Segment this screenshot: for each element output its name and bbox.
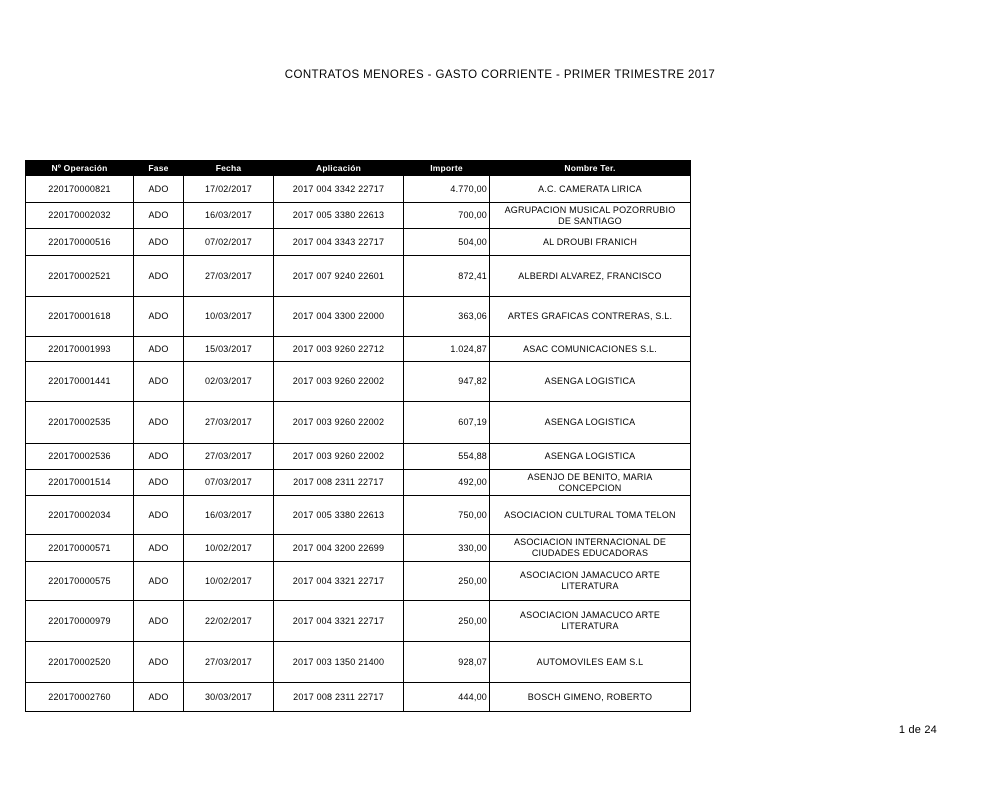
table-cell-fecha: 16/03/2017 [184,496,274,535]
table-cell-fecha: 22/02/2017 [184,601,274,642]
table-row [26,444,691,470]
table-row [26,297,691,337]
table-cell-importe: 250,00 [404,601,490,642]
table-cell-fase: ADO [134,601,184,642]
contracts-table [25,160,691,712]
table-cell-fase: ADO [134,535,184,562]
column-header-operacion: Nº Operación [26,161,134,176]
table-cell-operacion: 220170002034 [26,496,134,535]
table-cell-aplicacion: 2017 008 2311 22717 [274,470,404,496]
table-row [26,535,691,562]
table-cell-fecha: 10/02/2017 [184,535,274,562]
table-cell-aplicacion: 2017 004 3342 22717 [274,176,404,203]
table-cell-operacion: 220170000516 [26,229,134,256]
table-cell-aplicacion: 2017 005 3380 22613 [274,496,404,535]
column-header-fase: Fase [134,161,184,176]
table-cell-importe: 363,06 [404,297,490,337]
table-cell-fecha: 27/03/2017 [184,256,274,297]
table-cell-operacion: 220170000575 [26,562,134,601]
table-cell-operacion: 220170001514 [26,470,134,496]
table-cell-operacion: 220170002520 [26,642,134,683]
table-cell-importe: 928,07 [404,642,490,683]
table-cell-operacion: 220170001993 [26,337,134,362]
column-header-aplicacion: Aplicación [274,161,404,176]
table-cell-fase: ADO [134,229,184,256]
table-cell-fecha: 10/02/2017 [184,562,274,601]
table-cell-operacion: 220170001441 [26,362,134,402]
table-cell-nombre-ter: BOSCH GIMENO, ROBERTO [490,683,691,712]
table-cell-importe: 607,19 [404,402,490,444]
table-cell-fecha: 30/03/2017 [184,683,274,712]
table-cell-fase: ADO [134,297,184,337]
table-cell-importe: 504,00 [404,229,490,256]
table-cell-fase: ADO [134,562,184,601]
table-cell-importe: 250,00 [404,562,490,601]
table-cell-fecha: 15/03/2017 [184,337,274,362]
table-cell-operacion: 220170002521 [26,256,134,297]
table-cell-fase: ADO [134,362,184,402]
page-title: CONTRATOS MENORES - GASTO CORRIENTE - PRIMER TRIMESTRE 2017 [284,69,716,81]
table-cell-fecha: 27/03/2017 [184,402,274,444]
table-cell-importe: 1.024,87 [404,337,490,362]
table-cell-aplicacion: 2017 003 9260 22002 [274,444,404,470]
table-cell-nombre-ter: ASOCIACION JAMACUCO ARTE LITERATURA [490,562,691,601]
table-cell-nombre-ter: ASOCIACION CULTURAL TOMA TELON [490,496,691,535]
table-cell-aplicacion: 2017 007 9240 22601 [274,256,404,297]
table-cell-importe: 4.770,00 [404,176,490,203]
table-cell-aplicacion: 2017 004 3343 22717 [274,229,404,256]
table-cell-aplicacion: 2017 004 3321 22717 [274,601,404,642]
table-cell-nombre-ter: ASOCIACION INTERNACIONAL DE CIUDADES EDUCADORAS [490,535,691,562]
table-row [26,229,691,256]
table-cell-aplicacion: 2017 003 9260 22002 [274,362,404,402]
table-cell-importe: 330,00 [404,535,490,562]
table-cell-aplicacion: 2017 003 1350 21400 [274,642,404,683]
table-body [26,176,691,712]
table-cell-fase: ADO [134,176,184,203]
column-header-fecha: Fecha [184,161,274,176]
table-cell-importe: 947,82 [404,362,490,402]
table-cell-operacion: 220170002032 [26,203,134,229]
table-header-row [26,161,691,176]
table-cell-aplicacion: 2017 008 2311 22717 [274,683,404,712]
table-cell-nombre-ter: ASENGA LOGISTICA [490,402,691,444]
table-cell-importe: 872,41 [404,256,490,297]
table-row [26,362,691,402]
table-cell-aplicacion: 2017 004 3321 22717 [274,562,404,601]
table-cell-nombre-ter: AL DROUBI FRANICH [490,229,691,256]
table-cell-aplicacion: 2017 003 9260 22002 [274,402,404,444]
table-cell-fase: ADO [134,402,184,444]
table-cell-fecha: 27/03/2017 [184,642,274,683]
table-row [26,683,691,712]
table-row [26,203,691,229]
table-cell-nombre-ter: ASAC COMUNICACIONES S.L. [490,337,691,362]
table-row [26,601,691,642]
table-cell-nombre-ter: AUTOMOVILES EAM S.L [490,642,691,683]
table-cell-operacion: 220170000571 [26,535,134,562]
table-row [26,337,691,362]
table-cell-importe: 554,88 [404,444,490,470]
table-row [26,562,691,601]
table-cell-nombre-ter: ASENJO DE BENITO, MARIA CONCEPCION [490,470,691,496]
table-cell-nombre-ter: AGRUPACION MUSICAL POZORRUBIO DE SANTIAGO [490,203,691,229]
table-cell-importe: 700,00 [404,203,490,229]
table-cell-fase: ADO [134,642,184,683]
table-cell-fecha: 17/02/2017 [184,176,274,203]
table-cell-operacion: 220170000979 [26,601,134,642]
table-cell-aplicacion: 2017 003 9260 22712 [274,337,404,362]
table-cell-aplicacion: 2017 004 3200 22699 [274,535,404,562]
table-cell-fecha: 02/03/2017 [184,362,274,402]
table-cell-importe: 444,00 [404,683,490,712]
table-row [26,642,691,683]
column-header-nombre-ter: Nombre Ter. [490,161,691,176]
table-cell-nombre-ter: ASENGA LOGISTICA [490,444,691,470]
table-cell-operacion: 220170002760 [26,683,134,712]
table-cell-nombre-ter: ALBERDI ALVAREZ, FRANCISCO [490,256,691,297]
table-cell-importe: 750,00 [404,496,490,535]
table-row [26,176,691,203]
table-cell-nombre-ter: A.C. CAMERATA LIRICA [490,176,691,203]
table-cell-nombre-ter: ASENGA LOGISTICA [490,362,691,402]
table-cell-fecha: 07/02/2017 [184,229,274,256]
column-header-importe: Importe [404,161,490,176]
table-row [26,470,691,496]
table-cell-importe: 492,00 [404,470,490,496]
table-cell-operacion: 220170002535 [26,402,134,444]
table-cell-operacion: 220170000821 [26,176,134,203]
table-row [26,402,691,444]
table-cell-fase: ADO [134,256,184,297]
table-cell-operacion: 220170001618 [26,297,134,337]
table-row [26,256,691,297]
table-cell-fase: ADO [134,470,184,496]
table-cell-fecha: 16/03/2017 [184,203,274,229]
table-cell-fase: ADO [134,496,184,535]
table-cell-fase: ADO [134,444,184,470]
table-cell-fecha: 10/03/2017 [184,297,274,337]
table-cell-aplicacion: 2017 004 3300 22000 [274,297,404,337]
table-cell-nombre-ter: ARTES GRAFICAS CONTRERAS, S.L. [490,297,691,337]
table-cell-fecha: 07/03/2017 [184,470,274,496]
table-cell-fase: ADO [134,683,184,712]
table-cell-fecha: 27/03/2017 [184,444,274,470]
table-cell-fase: ADO [134,337,184,362]
table-row [26,496,691,535]
table-cell-aplicacion: 2017 005 3380 22613 [274,203,404,229]
table-cell-fase: ADO [134,203,184,229]
table-cell-nombre-ter: ASOCIACION JAMACUCO ARTE LITERATURA [490,601,691,642]
table-cell-operacion: 220170002536 [26,444,134,470]
page-number: 1 de 24 [898,724,937,736]
